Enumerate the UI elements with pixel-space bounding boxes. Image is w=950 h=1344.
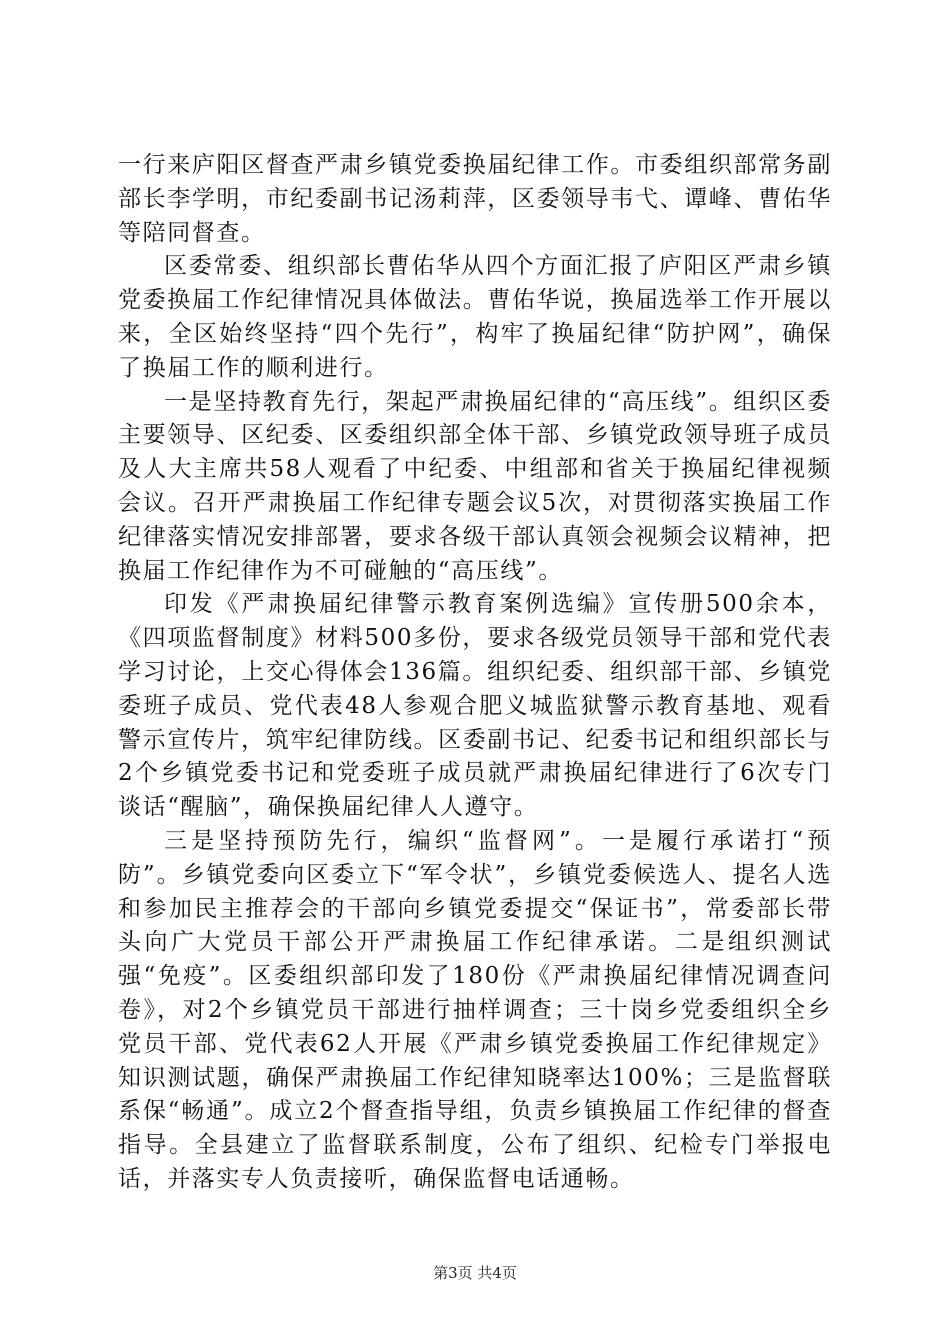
paragraph-report-summary: 区委常委、组织部长曹佑华从四个方面汇报了庐阳区严肃乡镇党委换届工作纪律情况具体做法。曹佑华说，换届选举工作开展以来，全区始终坚持“四个先行”，构牢了换届纪律“防护网”，确保了换届工作的顺利进行。 [118,253,832,381]
paragraph-publicity-materials: 印发《严肃换届纪律警示教育案例选编》宣传册500余本，《四项监督制度》材料500多份，要求各级党员领导干部和党代表学习讨论，上交心得体会136篇。组织纪委、组织部干部、乡镇党委班子成员、党代表48人参观合肥义城监狱警示教育基地、观看警示宣传片，筑牢纪律防线。区委副书记、纪委书记和组织部长与2个乡镇党委书记和党委班子成员就严肃换届纪律进行了6次专门谈话“醒脑”，确保换届纪律人人遵守。 [118,591,832,821]
document-body [118,149,832,1197]
paragraph-education-first: 一是坚持教育先行，架起严肃换届纪律的“高压线”。组织区委主要领导、区纪委、区委组织部全体干部、乡镇党政领导班子成员及人大主席共58人观看了中纪委、中组部和省关于换届纪律视频会议。召开严肃换届工作纪律专题会议5次，对贯彻落实换届工作纪律落实情况安排部署，要求各级干部认真领会视频会议精神，把换届工作纪律作为不可碰触的“高压线”。 [118,388,832,584]
page-footer: 第3页 共4页 [433,1264,517,1282]
paragraph-prevention-first: 三是坚持预防先行，编织“监督网”。一是履行承诺打“预防”。乡镇党委向区委立下“军令状”，乡镇党委候选人、提名人选和参加民主推荐会的干部向乡镇党委提交“保证书”，常委部长带头向广大党员干部公开严肃换届工作纪律承诺。二是组织测试强“免疫”。区委组织部印发了180份《严肃换届纪律情况调查问卷》，对2个乡镇党员干部进行抽样调查；三十岗乡党委组织全乡党员干部、党代表62人开展《严肃乡镇党委换届工作纪律规定》知识测试题，确保严肃换届工作纪律知晓率达100%；三是监督联系保“畅通”。成立2个督查指导组，负责乡镇换届工作纪律的督查指导。全县建立了监督联系制度，公布了组织、纪检专门举报电话，并落实专人负责接听，确保监督电话通畅。 [118,827,832,1192]
paragraph-continuation: 一行来庐阳区督查严肃乡镇党委换届纪律工作。市委组织部常务副部长李学明，市纪委副书记汤莉萍，区委领导韦弋、谭峰、曹佑华等陪同督查。 [118,152,832,246]
